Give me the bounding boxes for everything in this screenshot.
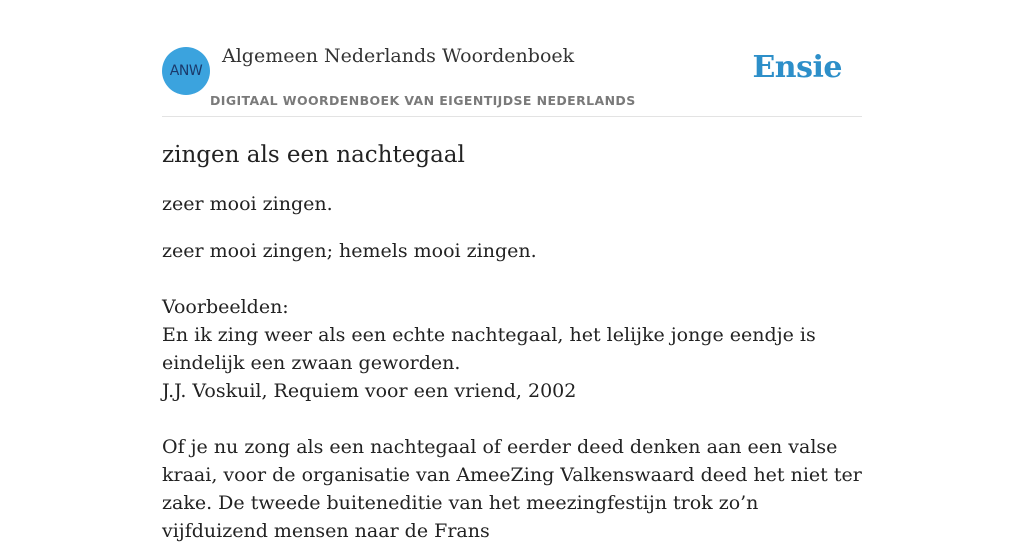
short-definition: zeer mooi zingen. xyxy=(162,193,333,215)
dictionary-entry xyxy=(162,138,862,545)
examples-label: Voorbeelden: xyxy=(162,296,289,318)
ensie-logo[interactable]: Ensie xyxy=(752,50,842,85)
definition: zeer mooi zingen; hemels mooi zingen. xyxy=(162,240,537,262)
site-title[interactable]: Algemeen Nederlands Woordenboek xyxy=(222,45,575,67)
site-subtitle: DIGITAAL WOORDENBOEK VAN EIGENTIJDSE NEDERLANDS xyxy=(210,93,636,108)
example-quote: Of je nu zong als een nachtegaal of eerder deed denken aan een valse kraai, voor de organisatie van AmeeZing Valkenswaard deed het niet ter zake. De tweede buiteneditie van het meezingfestijn trok zo’n vijfduizend mensen naar de Frans xyxy=(162,436,862,542)
site-header xyxy=(162,0,862,117)
entry-body xyxy=(162,237,862,545)
example-source: J.J. Voskuil, Requiem voor een vriend, 2002 xyxy=(162,380,577,402)
example-quote: En ik zing weer als een echte nachtegaal, het lelijke jonge eendje is eindelijk een zwaan geworden. xyxy=(162,324,816,374)
anw-logo[interactable]: ANW xyxy=(162,47,210,95)
entry-title: zingen als een nachtegaal xyxy=(162,142,465,168)
